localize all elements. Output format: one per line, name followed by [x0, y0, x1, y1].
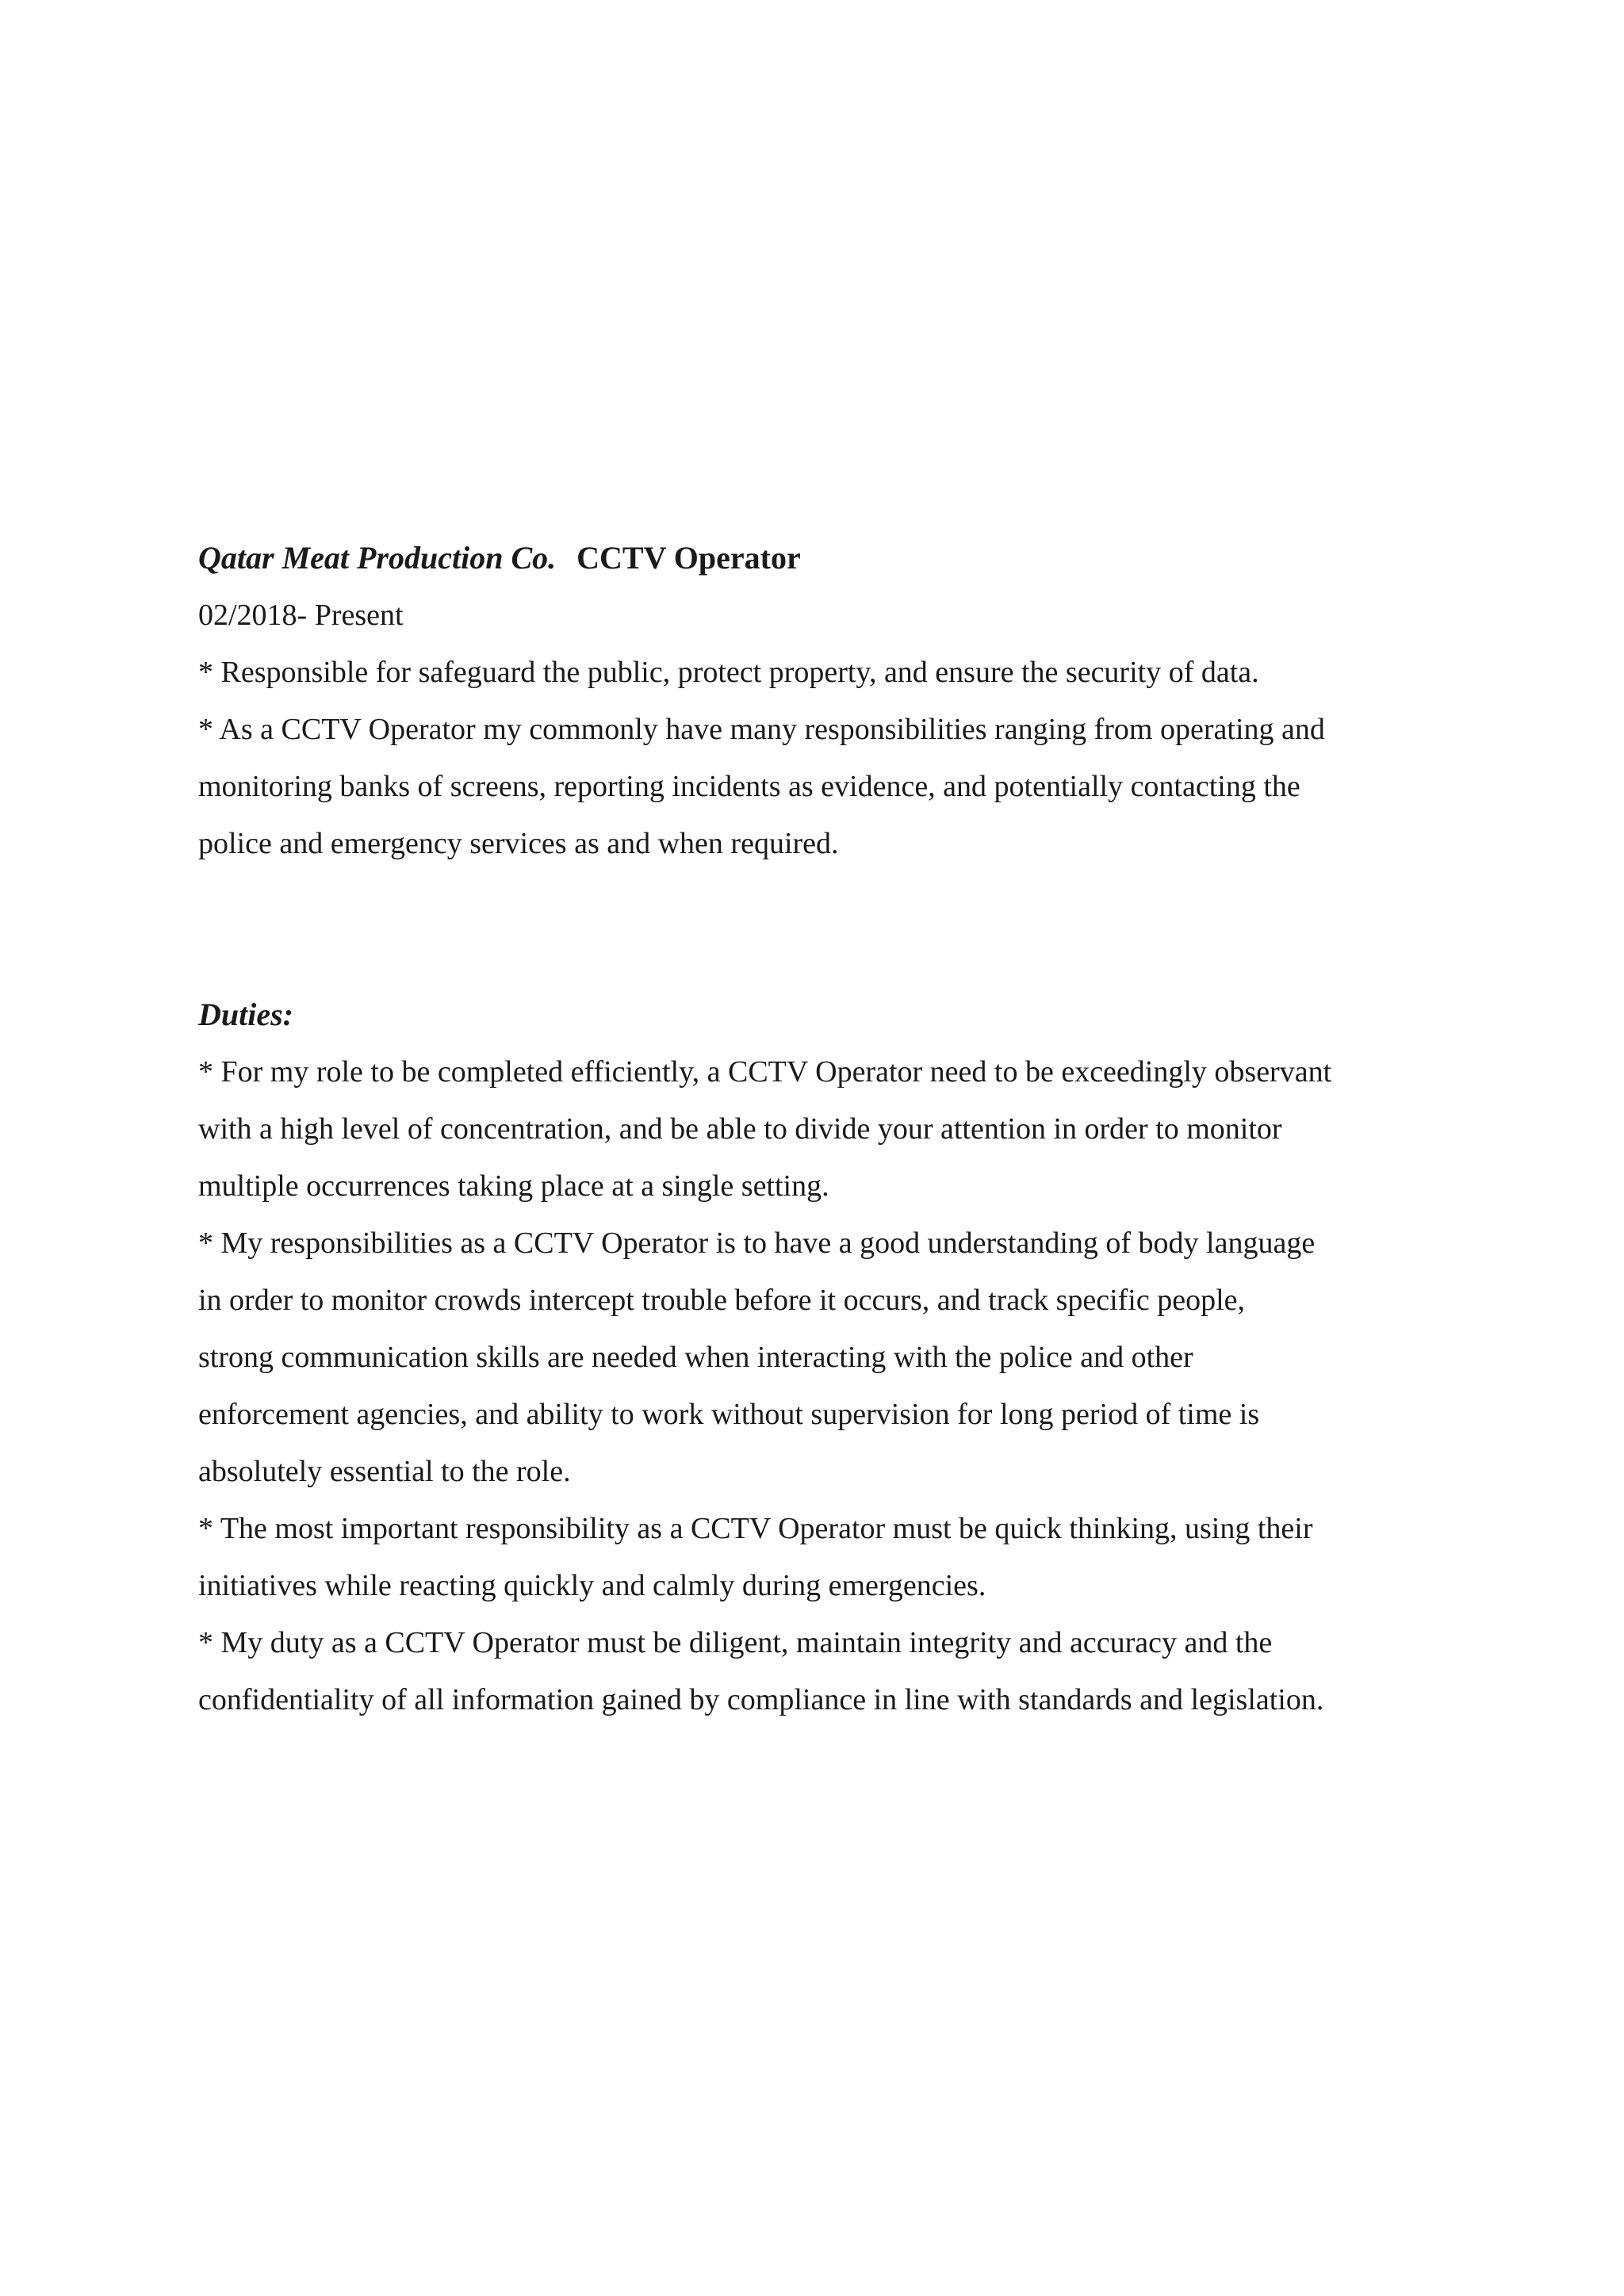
- summary-line: * As a CCTV Operator my commonly have many responsibilities ranging from operating and: [198, 713, 1325, 746]
- duties-line: in order to monitor crowds intercept trouble before it occurs, and track specific people,: [198, 1284, 1246, 1317]
- duties-line: * My responsibilities as a CCTV Operator is to have a good understanding of body language: [198, 1226, 1316, 1260]
- summary-line: * Responsible for safeguard the public, protect property, and ensure the security of data.: [198, 656, 1259, 689]
- summary-line: police and emergency services as and when required.: [198, 827, 839, 860]
- duties-header: [198, 986, 1451, 1043]
- duties-line: multiple occurrences taking place at a single setting.: [198, 1169, 829, 1203]
- job-dates: 02/2018- Present: [198, 599, 404, 632]
- duties-line: strong communication skills are needed when interacting with the police and other: [198, 1341, 1193, 1374]
- job-title: CCTV Operator: [576, 540, 801, 576]
- duties-line: * The most important responsibility as a CCTV Operator must be quick thinking, using their: [198, 1512, 1313, 1545]
- section-spacer: [198, 872, 1451, 986]
- duties-line: initiatives while reacting quickly and calmly during emergencies.: [198, 1569, 986, 1602]
- duties-line: * For my role to be completed efficiently, a CCTV Operator need to be exceedingly observant: [198, 1055, 1332, 1089]
- duties-line: * My duty as a CCTV Operator must be diligent, maintain integrity and accuracy and the: [198, 1626, 1273, 1659]
- duties-line: absolutely essential to the role.: [198, 1455, 571, 1488]
- duties-line: enforcement agencies, and ability to work without supervision for long period of time is: [198, 1398, 1260, 1431]
- company-name: Qatar Meat Production Co.: [198, 540, 557, 576]
- duties-line: with a high level of concentration, and be able to divide your attention in order to monitor: [198, 1112, 1282, 1146]
- summary-line: monitoring banks of screens, reporting incidents as evidence, and potentially contacting the: [198, 770, 1300, 803]
- duties-line: confidentiality of all information gained by compliance in line with standards and legislation.: [198, 1683, 1324, 1716]
- resume-section: [198, 530, 1451, 1728]
- duties-heading: Duties:: [198, 997, 293, 1032]
- job-header: [198, 530, 1451, 587]
